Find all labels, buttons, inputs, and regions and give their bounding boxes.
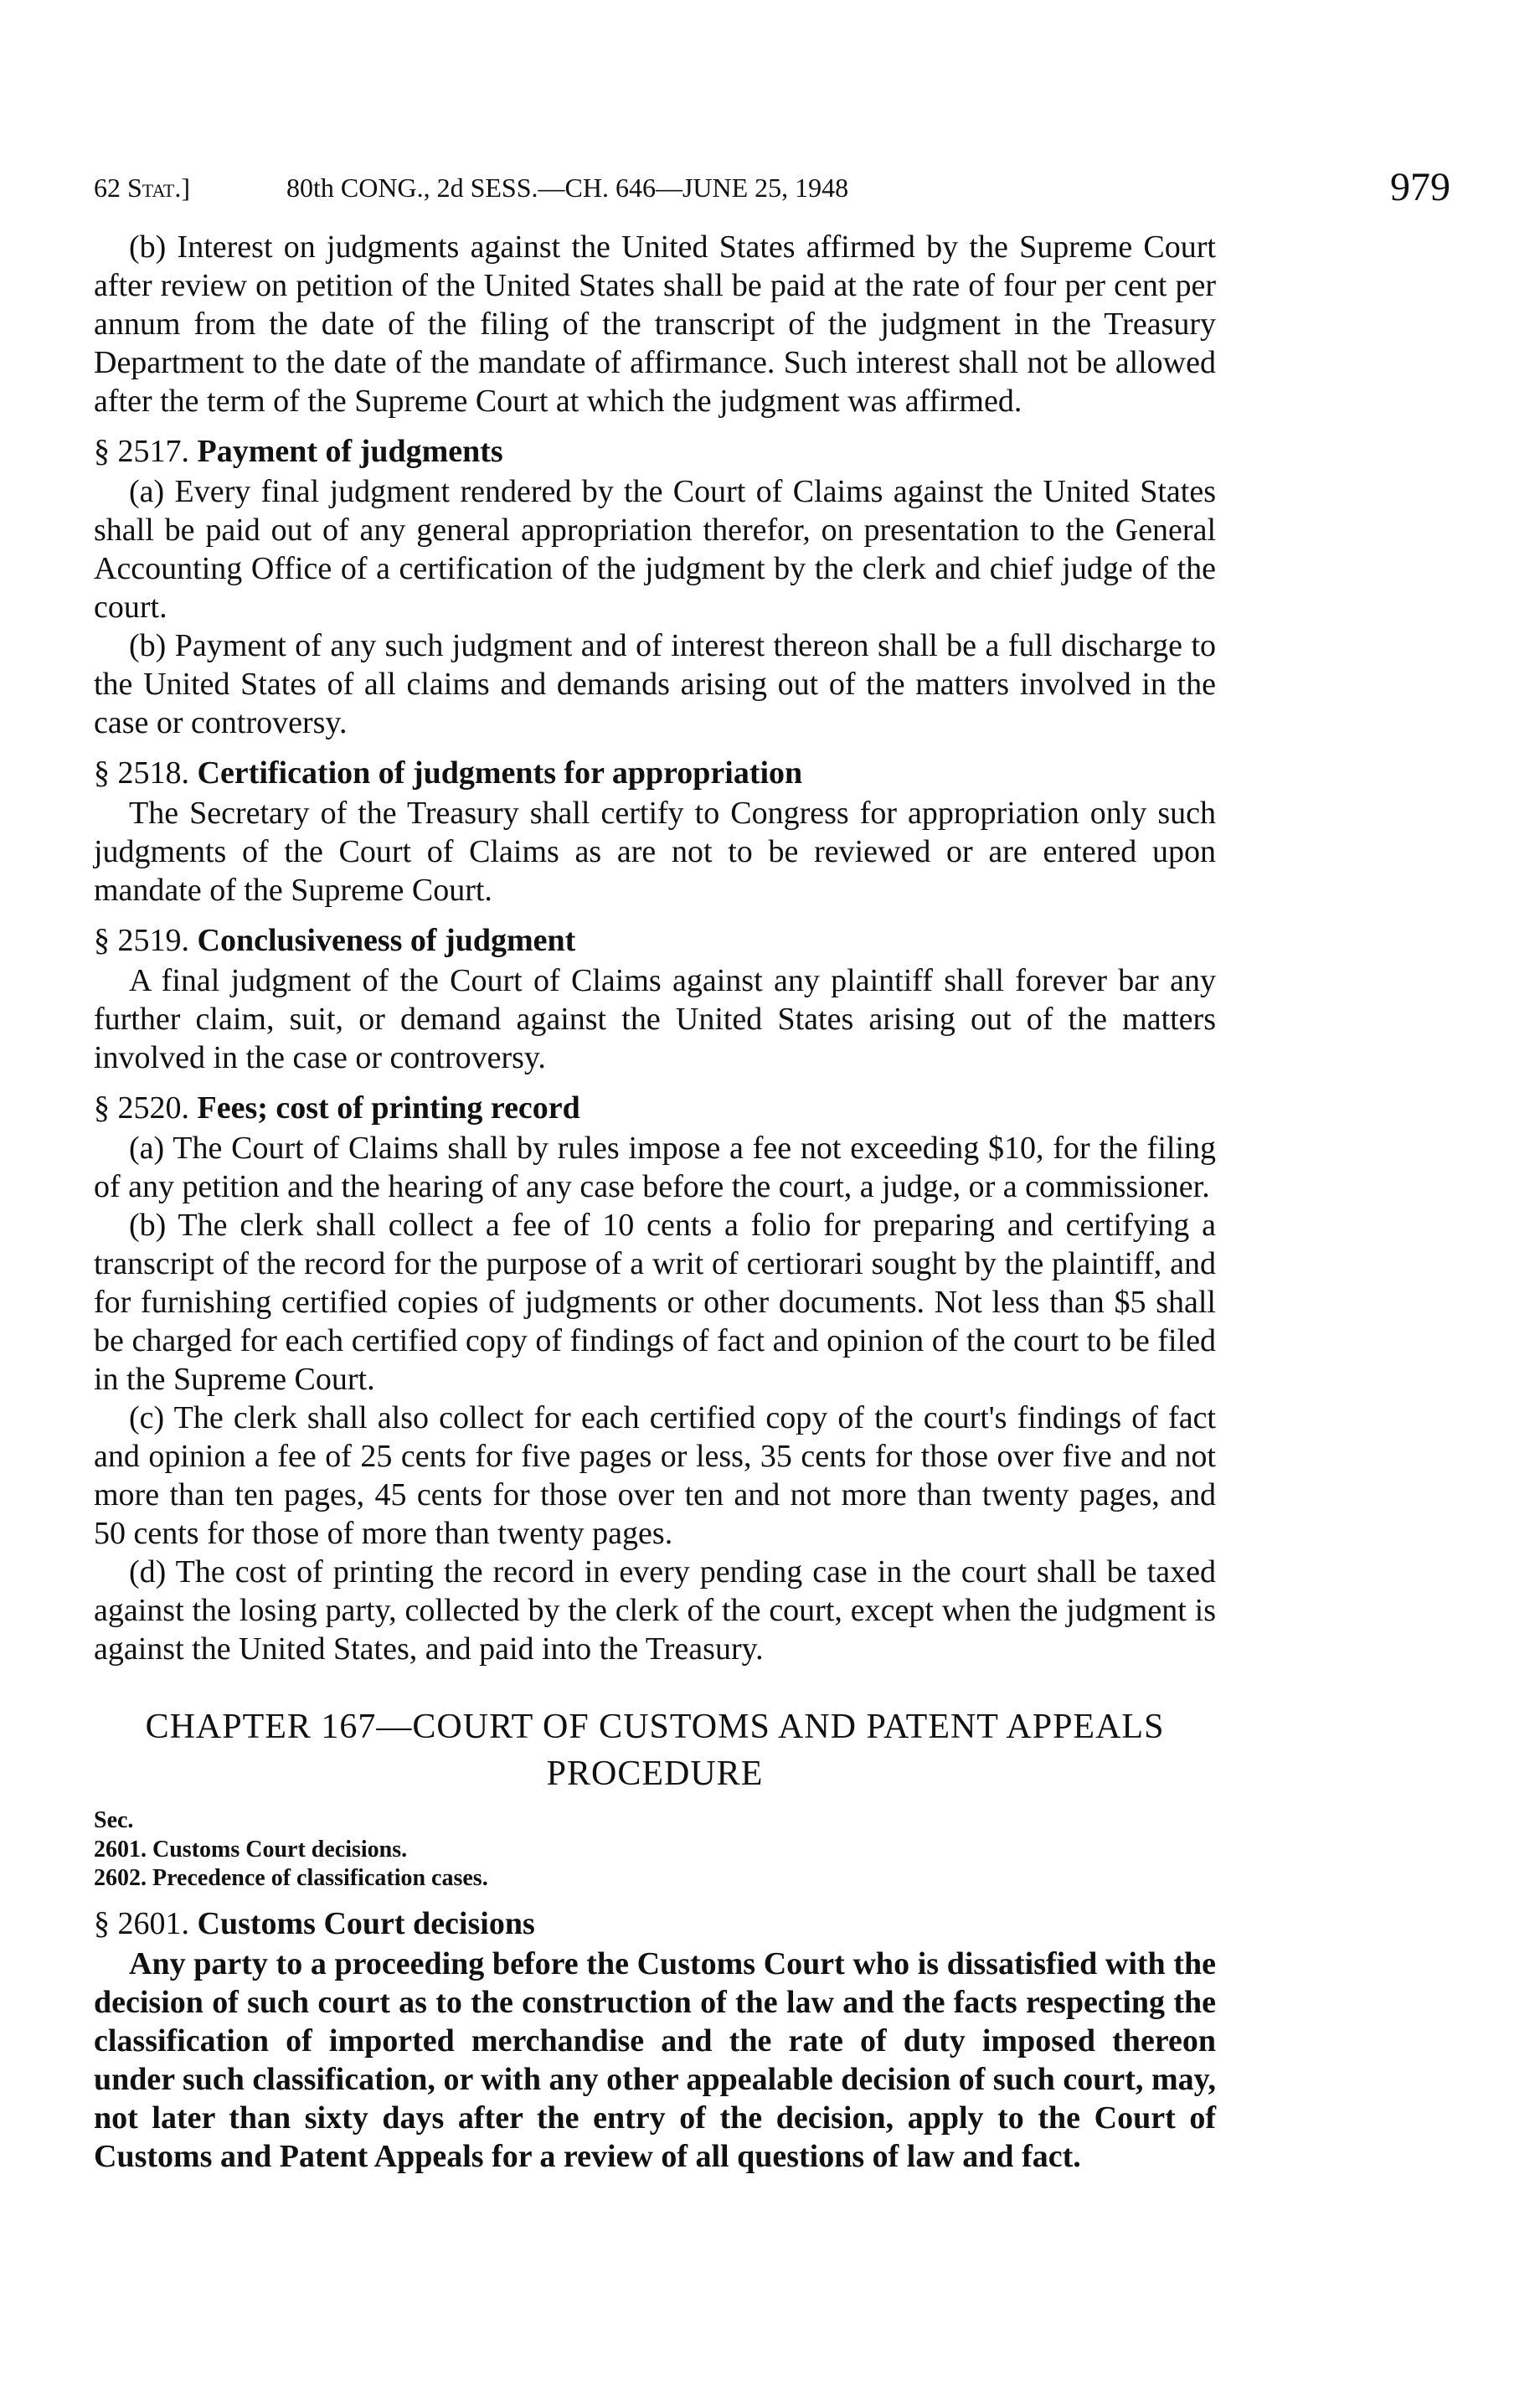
section-number: § 2518. bbox=[94, 755, 189, 791]
volume-citation: 62 Stat.] bbox=[94, 173, 191, 203]
section-number: § 2519. bbox=[94, 923, 189, 958]
toc-label: Sec. bbox=[94, 1807, 134, 1833]
final-section-body bbox=[94, 1945, 1216, 2176]
paragraph: (b) The clerk shall collect a fee of 10 cents a folio for preparing and certifying a transcript of the record for the purpose of a writ of certiorari sought by the plaintiff, and for furnishing certified copies of judgments or other documents. Not less than $5 shall be charged for each certified copy of findings of fact and opinion of the court to be filed in the Supreme Court. bbox=[94, 1208, 1216, 1397]
section-number: § 2520. bbox=[94, 1090, 189, 1126]
section-title: Certification of judgments for appropriation bbox=[197, 755, 803, 791]
section-title: Fees; cost of printing record bbox=[197, 1090, 580, 1126]
section-title: Customs Court decisions bbox=[197, 1906, 535, 1941]
page-body bbox=[94, 228, 1216, 2176]
paragraph: (d) The cost of printing the record in every pending case in the court shall be taxed against the losing party, collected by the clerk of the court, except when the judgment is against the United States, and paid into the Treasury. bbox=[94, 1554, 1216, 1667]
session-chapter-date: 80th CONG., 2d SESS.—CH. 646—JUNE 25, 1948 bbox=[286, 173, 849, 203]
section-heading-2519 bbox=[94, 921, 1216, 960]
chapter-heading: CHAPTER 167—COURT OF CUSTOMS AND PATENT APPEALS PROCEDURE bbox=[145, 1708, 1165, 1793]
section-heading-2518 bbox=[94, 754, 1216, 792]
page-number: 979 bbox=[1390, 165, 1450, 209]
running-header bbox=[94, 164, 1450, 214]
paragraph: (a) The Court of Claims shall by rules impose a fee not exceeding $10, for the filing of any petition and the hearing of any case before the court, a judge, or a commissioner. bbox=[94, 1131, 1216, 1204]
section-title: Conclusiveness of judgment bbox=[197, 923, 576, 958]
toc-item: 2601. Customs Court decisions. bbox=[94, 1837, 408, 1863]
paragraph: (a) Every final judgment rendered by the Court of Claims against the United States shall be paid out of any general appropriation therefor, on presentation to the General Accounting Office of a certification of the judgment by the clerk and chief judge of the court. bbox=[94, 474, 1216, 625]
paragraph: The Secretary of the Treasury shall certify to Congress for appropriation only such judgments of the Court of Claims as are not to be reviewed or are entered upon mandate of the Supreme Court. bbox=[94, 796, 1216, 908]
section-number: § 2517. bbox=[94, 434, 189, 469]
toc-item: 2602. Precedence of classification cases. bbox=[94, 1865, 488, 1891]
paragraph: Any party to a proceeding before the Customs Court who is dissatisfied with the decision of such court as to the construction of the law and the facts respecting the classification of imported merchandise and the rate of duty imposed thereon under such classification, or with any other appealable decision of such court, may, not later than sixty days after the entry of the decision, apply to the Court of Customs and Patent Appeals for a review of all questions of law and fact. bbox=[94, 1946, 1216, 2174]
interest-paragraph: (b) Interest on judgments against the United States affirmed by the Supreme Court after review on petition of the United States shall be paid at the rate of four per cent per annum from the date of the filing of the transcript of the judgment in the Treasury Department to the date of the mandate of affirmance. Such interest shall not be allowed after the term of the Supreme Court at which the judgment was affirmed. bbox=[94, 229, 1216, 419]
section-title: Payment of judgments bbox=[197, 434, 503, 469]
section-number: § 2601. bbox=[94, 1906, 189, 1941]
section-heading-2520 bbox=[94, 1089, 1216, 1127]
paragraph: A final judgment of the Court of Claims against any plaintiff shall forever bar any further claim, suit, or demand against the United States arising out of the matters involved in the case or controversy. bbox=[94, 963, 1216, 1075]
paragraph: (c) The clerk shall also collect for each certified copy of the court's findings of fact and opinion a fee of 25 cents for five pages or less, 35 cents for those over five and not more than ten pages, 45 cents for those over ten and not more than twenty pages, and 50 cents for those of more than twenty pages. bbox=[94, 1400, 1216, 1551]
paragraph: (b) Payment of any such judgment and of interest thereon shall be a full discharge to the United States of all claims and demands arising out of the matters involved in the case or controversy. bbox=[94, 628, 1216, 740]
section-heading-2517 bbox=[94, 432, 1216, 471]
section-heading-2601 bbox=[94, 1904, 1216, 1943]
